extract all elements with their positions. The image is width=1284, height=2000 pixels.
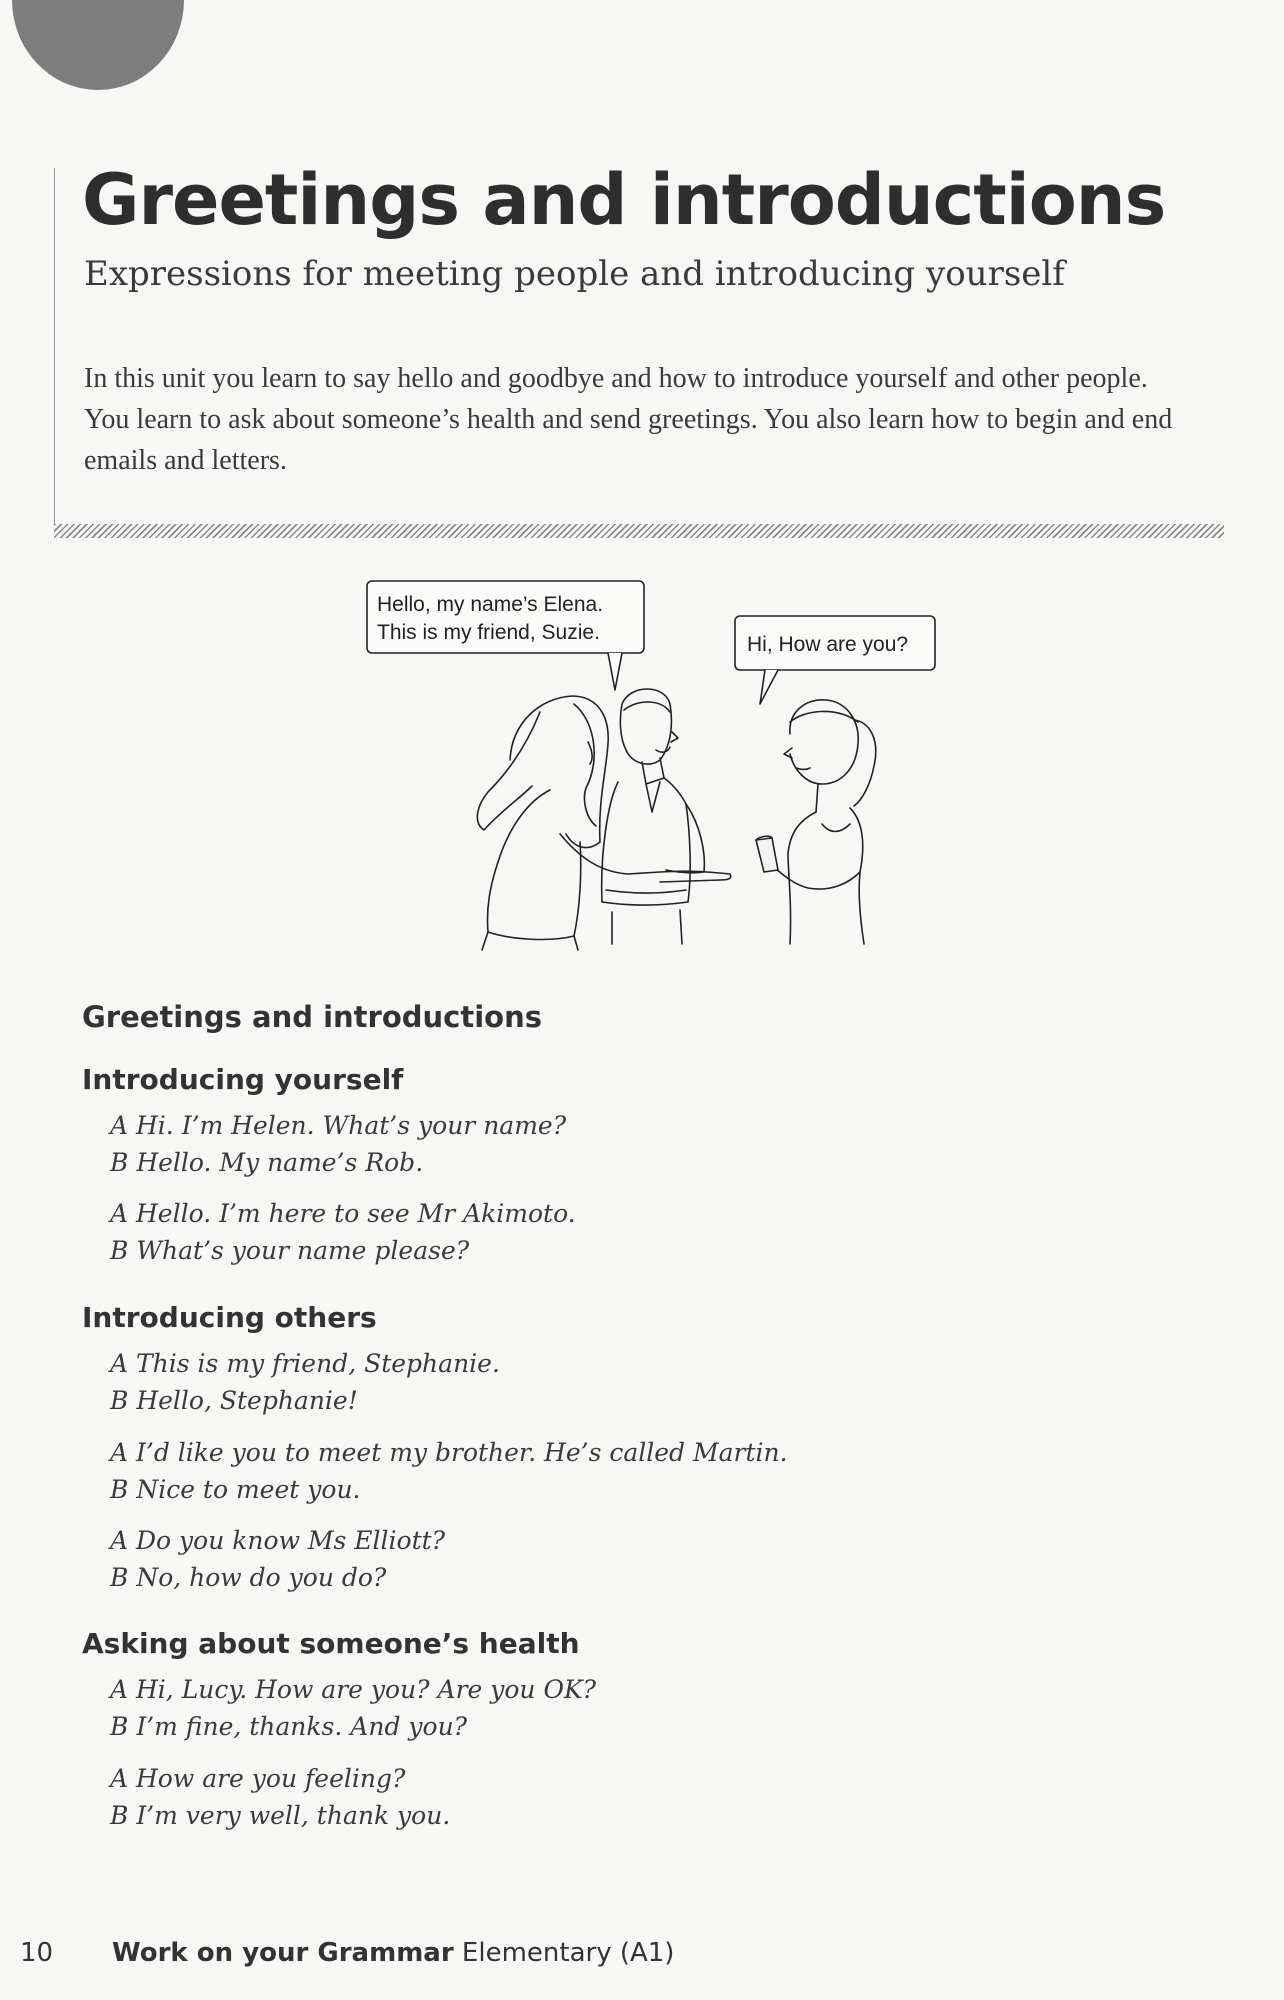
- book-title: Work on your Grammar: [112, 1938, 454, 1968]
- dialogue-line-a: A Hello. I’m here to see Mr Akimoto.: [110, 1199, 576, 1228]
- elena-figure: [477, 696, 730, 950]
- dialogue: [110, 1760, 1110, 1834]
- dialogue-line-b: B What’s your name please?: [110, 1236, 470, 1265]
- dialogue-line-b: B I’m very well, thank you.: [110, 1801, 451, 1830]
- page-footer: [20, 1938, 674, 1968]
- page-number: 10: [20, 1938, 54, 1968]
- dialogue: [110, 1434, 1110, 1508]
- intro-paragraph: In this unit you learn to say hello and goodbye and how to introduce yourself and other people. You learn to ask about someone’s health and send greetings. You also learn how to begin and end emails and letters.: [84, 363, 1173, 476]
- dialogue-line-b: B Nice to meet you.: [110, 1475, 361, 1504]
- page-title: Greetings and introductions: [82, 159, 1166, 241]
- book-level: Elementary (A1): [461, 1938, 675, 1968]
- bubble-left-line-1: Hello, my name’s Elena.: [377, 593, 604, 616]
- page-subtitle: Expressions for meeting people and introducing yourself: [84, 254, 1065, 294]
- dialogue-line-a: A Do you know Ms Elliott?: [110, 1526, 446, 1555]
- man-figure: [602, 689, 705, 944]
- dialogue-line-b: B No, how do you do?: [110, 1563, 387, 1592]
- dialogue-line-b: B Hello. My name’s Rob.: [110, 1148, 424, 1177]
- hatched-divider: [54, 524, 1224, 538]
- bubble-left-line-2: This is my friend, Suzie.: [377, 621, 600, 644]
- dialogue-line-b: B I’m fine, thanks. And you?: [110, 1712, 468, 1741]
- dialogue-line-a: A Hi. I’m Helen. What’s your name?: [110, 1111, 567, 1140]
- section-title: Greetings and introductions: [82, 1000, 542, 1034]
- dialogue-line-a: A Hi, Lucy. How are you? Are you OK?: [110, 1675, 597, 1704]
- intro-border: [54, 168, 55, 524]
- dialogue: [110, 1195, 1110, 1269]
- greeting-illustration: [360, 572, 970, 952]
- subsection-title-introducing-yourself: Introducing yourself: [82, 1063, 404, 1096]
- dialogue-line-a: A This is my friend, Stephanie.: [110, 1349, 500, 1378]
- dialogue-line-b: B Hello, Stephanie!: [110, 1386, 358, 1415]
- dialogue-line-a: A How are you feeling?: [110, 1764, 406, 1793]
- dialogue: [110, 1107, 1110, 1181]
- bubble-right-text: Hi, How are you?: [747, 633, 909, 656]
- dialogue: [110, 1522, 1110, 1596]
- subsection-title-asking-about-health: Asking about someone’s health: [82, 1627, 580, 1660]
- dialogue: [110, 1671, 1110, 1745]
- suzie-figure: [756, 700, 876, 944]
- dialogue-line-a: A I’d like you to meet my brother. He’s called Martin.: [110, 1438, 788, 1467]
- subsection-title-introducing-others: Introducing others: [82, 1301, 377, 1334]
- dialogue: [110, 1345, 1110, 1419]
- unit-badge: [12, 0, 184, 90]
